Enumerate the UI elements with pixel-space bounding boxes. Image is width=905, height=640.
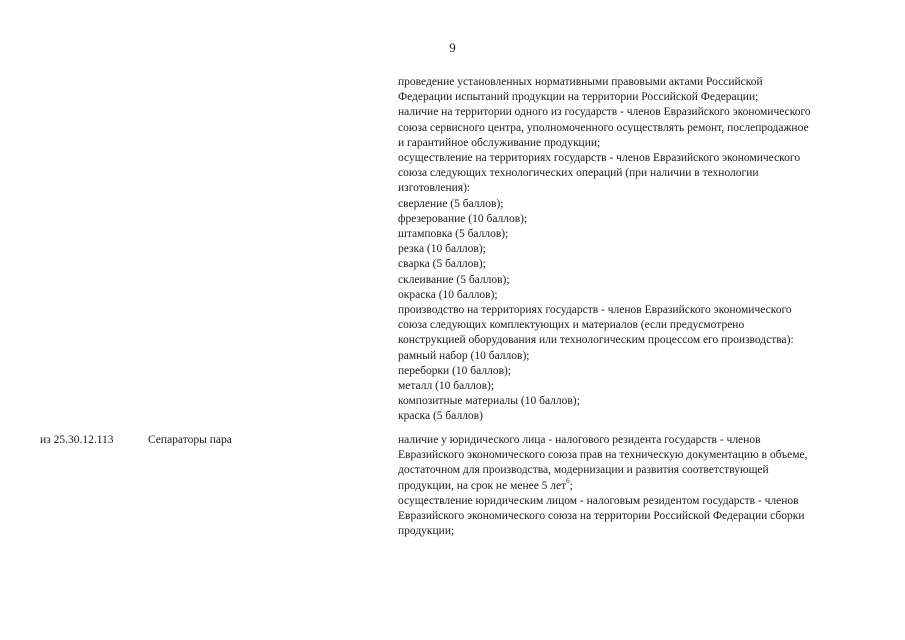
text-line: резка (10 баллов); bbox=[398, 243, 486, 256]
text-line: краска (5 баллов) bbox=[398, 410, 483, 423]
text-line: склеивание (5 баллов); bbox=[398, 273, 510, 286]
text-line: союза следующих комплектующих и материалов (если предусмотрено bbox=[398, 319, 745, 332]
text-line: производство на территориях государств - членов Евразийского экономического bbox=[398, 304, 792, 317]
text-line: изготовления): bbox=[398, 182, 471, 195]
requirements-text-top bbox=[398, 75, 868, 425]
text-line: проведение установленных нормативными правовыми актами Российской bbox=[398, 76, 763, 88]
text-line: Евразийского экономического союза на территории Российской Федерации сборки bbox=[398, 510, 805, 523]
footnote-marker: 6 bbox=[566, 476, 570, 485]
text-line-with-footnote bbox=[398, 476, 868, 494]
text-line: союза следующих технологических операций (при наличии в технологии bbox=[398, 167, 759, 180]
text-line: композитные материалы (10 баллов); bbox=[398, 395, 580, 408]
requirements-text-separators bbox=[398, 433, 868, 539]
text-line: фрезерование (10 баллов); bbox=[398, 212, 528, 225]
text-line: Федерации испытаний продукции на территории Российской Федерации; bbox=[398, 91, 759, 104]
text-line: сверление (5 баллов); bbox=[398, 197, 504, 210]
text-line: осуществление на территориях государств - членов Евразийского экономического bbox=[398, 152, 801, 165]
text-line: продукции; bbox=[398, 525, 455, 538]
text-line: конструкцией оборудования или технологическим процессом его производства): bbox=[398, 334, 794, 347]
text-line: и гарантийное обслуживание продукции; bbox=[398, 136, 601, 149]
product-name: Сепараторы пара bbox=[148, 434, 232, 446]
text-line: окраска (10 баллов); bbox=[398, 288, 498, 301]
text-line: осуществление юридическим лицом - налоговым резидентом государств - членов bbox=[398, 494, 799, 507]
text-line: металл (10 баллов); bbox=[398, 380, 495, 393]
text-line: штамповка (5 баллов); bbox=[398, 228, 509, 241]
text-line: союза сервисного центра, уполномоченного осуществлять ремонт, послепродажное bbox=[398, 121, 809, 134]
text-fragment: ; bbox=[569, 479, 573, 492]
text-line: Евразийского экономического союза прав на техническую документацию в объеме, bbox=[398, 449, 808, 462]
text-line: переборки (10 баллов); bbox=[398, 364, 512, 377]
text-line: достаточном для производства, модернизации и развития соответствующей bbox=[398, 464, 769, 477]
page-number: 9 bbox=[449, 40, 456, 55]
text-line: сварка (5 баллов); bbox=[398, 258, 486, 271]
product-code: из 25.30.12.113 bbox=[40, 434, 114, 446]
text-line: наличие на территории одного из государств - членов Евразийского экономического bbox=[398, 106, 811, 119]
text-line: рамный набор (10 баллов); bbox=[398, 349, 530, 362]
text-line: наличие у юридического лица - налогового резидента государств - членов bbox=[398, 434, 761, 446]
text-fragment: продукции, на срок не менее 5 лет bbox=[398, 479, 567, 492]
